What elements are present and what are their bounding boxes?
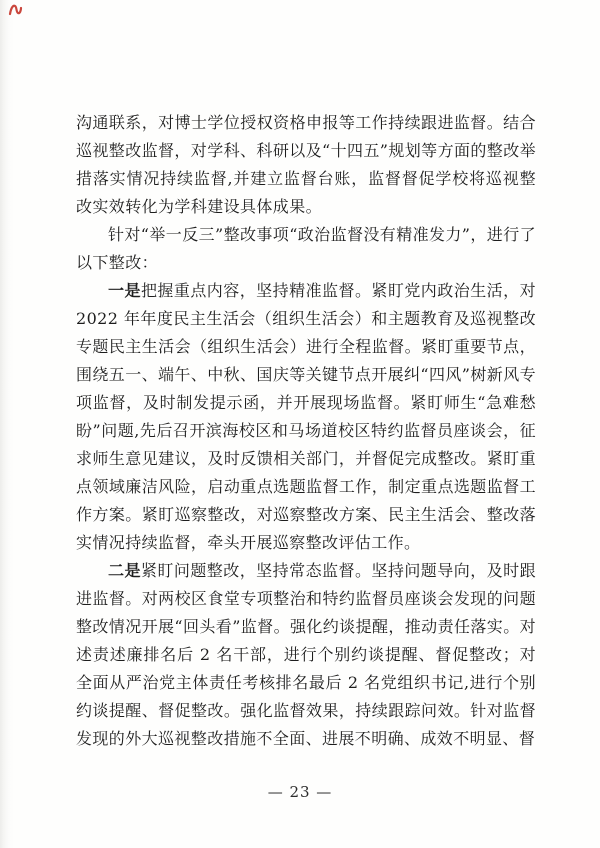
paragraph-item-2 (76, 557, 536, 753)
paragraph-item-2-text: 紧盯问题整改，坚持常态监督。坚持问题导向，及时跟进监督。对两校区食堂专项整治和特约监督员座谈会发现的问题整改情况开展“回头看”监督。强化约谈提醒，推动责任落实。对述责述廉排名后 2 名干部，进行个别约谈提醒、督促整改；对全面从严治党主体责任考核排名最后 2 名党组织书记,进行个别约谈提醒、督促整改。强化监督效果，持续跟踪问效。针对监督发现的外大巡视整改措施不全面、进展不明确、成效不明显、督 (76, 561, 536, 748)
red-corner-mark (8, 2, 23, 15)
paragraph-item-1 (76, 277, 536, 557)
list-marker-one: 一是 (108, 281, 141, 300)
paragraph-continuation: 沟通联系，对博士学位授权资格申报等工作持续跟进监督。结合巡视整改监督，对学科、科研以及“十四五”规划等方面的整改举措落实情况持续监督,并建立监督台账，监督督促学校将巡视整改实效转化为学科建设具体成果。 (76, 113, 536, 216)
paragraph-item-1-text: 把握重点内容，坚持精准监督。紧盯党内政治生活，对 2022 年年度民主生活会（组织生活会）和主题教育及巡视整改专题民主生活会（组织生活会）进行全程监督。紧盯重要节点，围绕五一、端午、中秋、国庆等关键节点开展纠“四风”树新风专项监督，及时制发提示函，并开展现场监督。紧盯师生“急难愁盼”问题,先后召开滨海校区和马场道校区特约监督员座谈会，征求师生意见建议，及时反馈相关部门，并督促完成整改。紧盯重点领域廉洁风险，启动重点选题监督工作，制定重点选题监督工作方案。紧盯巡察整改，对巡察整改方案、民主生活会、整改落实情况持续监督，牵头开展巡察整改评估工作。 (76, 281, 536, 552)
page-number: — 23 — (267, 783, 333, 801)
paragraph-intro: 针对“举一反三”整改事项“政治监督没有精准发力”，进行了以下整改： (76, 225, 536, 272)
scanned-page-edge (0, 0, 14, 848)
document-body (76, 109, 536, 753)
page-footer (0, 783, 600, 801)
list-marker-two: 二是 (108, 561, 141, 580)
